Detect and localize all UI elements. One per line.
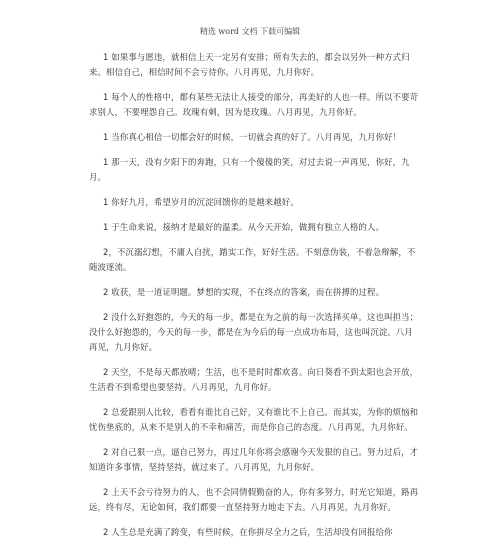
paragraph: 2 没什么好抱怨的，今天的每一步，都是在为之前的每一次选择买单。这也叫担当；没什么好抱怨的，今天的每一步，都是在为今后的每一点成功布局，这也叫沉淀。八月再见，九月你好。 (89, 312, 419, 352)
paragraph: 2，不沉溺幻想，不庸人自扰，踏实工作，好好生活。不刻意伪装，不着急辩解，不随波逐流。 (89, 247, 416, 272)
paragraph: 2 天空，不是每天都放晴；生活，也不是时时都欢喜。向日葵看不到太阳也会开放，生活看不到希望也要坚持。八月再见，九月你好。 (89, 367, 419, 392)
paragraph: 1 每个人的性格中，都有某些无法让人接受的部分，再美好的人也一样。所以不要苛求别人，不要埋怨自己。玫瑰有刺，因为是玫瑰。八月再见，九月你好。 (89, 92, 419, 117)
paragraph: 1 那一天，没有夕阳下的奔跑，只有一个傻傻的笑，对过去说一声再见，你好，九月。 (89, 157, 410, 182)
paragraph: 1 如果事与愿违，就相信上天一定另有安排；所有失去的，都会以另外一种方式归来。相信自己，相信时间不会亏待你。八月再见，九月你好。 (89, 52, 410, 77)
paragraph: 1 当你真心相信一切都会好的时候，一切就会真的好了。八月再见，九月你好！ (103, 132, 402, 142)
page-header: 精选 word 文档 下载可编辑 (199, 27, 301, 36)
paragraph: 1 于生命来说，接纳才是最好的温柔。从今天开始，做拥有独立人格的人。 (103, 222, 385, 232)
paragraph: 2 收获，是一道证明题。梦想的实现，不在终点的答案，而在拼搏的过程。 (103, 287, 385, 297)
paragraph: 2 上天不会亏待努力的人，也不会同情假勤奋的人，你有多努力，时光它知道，路再远，终有尽，无论如何，我们都要一直坚持努力地走下去。八月再见，九月你好。 (89, 487, 419, 512)
document-body (89, 50, 420, 550)
paragraph: 1 你好九月，希望岁月的沉淀回馈你的是越来越好。 (103, 197, 299, 207)
paragraph: 2 总爱跟别人比较，看看有谁比自己好，又有谁比不上自己。而其实，为你的烦恼和忧伤垫底的，从来不是别人的不幸和痛苦，而是你自己的态度。八月再见，九月你好。 (89, 407, 419, 432)
paragraph: 2 对自己狠一点，逼自己努力，再过几年你将会感谢今天发狠的自己。努力过后，才知道许多事情，坚持坚持，就过来了。八月再见，九月你好。 (89, 447, 419, 472)
paragraph: 2 人生总是充满了跨变，有些时候，在你拼尽全力之后，生活却没有回报给你 (103, 527, 393, 537)
